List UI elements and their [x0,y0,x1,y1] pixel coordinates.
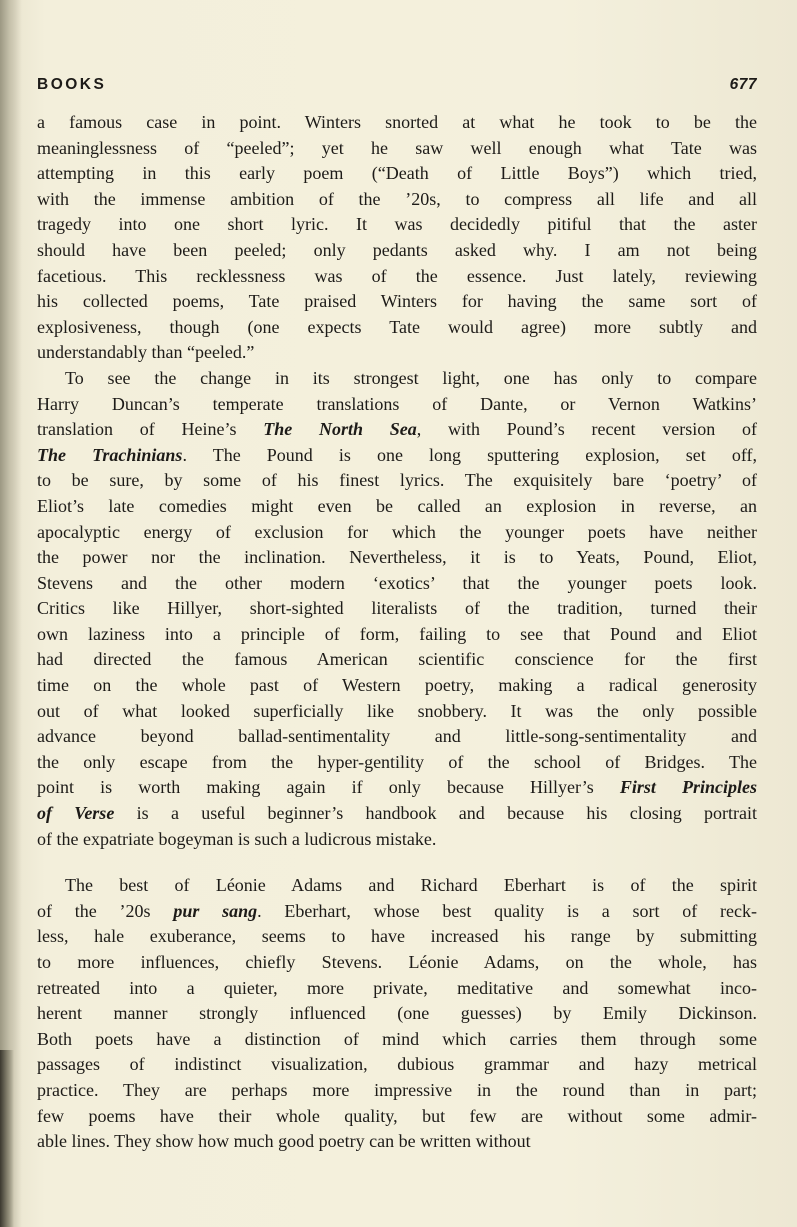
text-line: To see the change in its strongest light, one has only to compare [65,367,757,388]
italic-title: of Verse [37,803,115,824]
text-line: tragedy into one short lyric. It was decidedly pitiful that the aster [37,214,757,235]
text-line: of the expatriate bogeyman is such a ludicrous mistake. [37,828,437,849]
text-line: herent manner strongly influenced (one guesses) by Emily Dickinson. [37,1003,757,1024]
text-line: had directed the famous American scientific conscience for the first [37,649,757,670]
article-body [37,110,757,1155]
text-line: Eliot’s late comedies might even be called an explosion in reverse, an [37,495,757,516]
text-line: translation of Heine’s The North Sea, with Pound’s recent version of [37,419,758,440]
running-head [37,76,757,98]
text-line: own laziness into a principle of form, failing to see that Pound and Eliot [37,623,757,644]
page-number: 677 [729,76,757,93]
text-line: explosiveness, though (one expects Tate would agree) more subtly and [37,316,757,337]
text-line: passages of indistinct visualization, dubious grammar and hazy metrical [37,1054,757,1075]
text-line: able lines. They show how much good poetry can be written without [37,1131,531,1152]
text-line: point is worth making again if only because Hillyer’s First Principles [37,777,757,798]
text-line: Harry Duncan’s temperate translations of Dante, or Vernon Watkins’ [37,393,757,414]
text-line: of the ’20s pur sang. Eberhart, whose best quality is a sort of reck- [37,900,758,921]
text-line: with the immense ambition of the ’20s, to compress all life and all [37,188,757,209]
italic-title: First Principles [619,777,757,798]
text-line: facetious. This recklessness was of the essence. Just lately, reviewing [37,265,757,286]
section-break [37,852,757,873]
text-line: The best of Léonie Adams and Richard Eberhart is of the spirit [65,875,757,896]
text-line: advance beyond ballad-sentimentality and little-song-sentimentality and [37,726,757,747]
text-line: the only escape from the hyper-gentility of the school of Bridges. The [37,751,757,772]
text-line: his collected poems, Tate praised Winters for having the same sort of [37,291,757,312]
paragraph [37,366,757,852]
text-line: few poems have their whole quality, but few are without some admir- [37,1105,757,1126]
text-line: should have been peeled; only pedants asked why. I am not being [37,239,757,260]
page-gutter-shadow [0,0,22,1227]
text-line: a famous case in point. Winters snorted at what he took to be the [37,112,757,132]
text-line: The Trachinians. The Pound is one long sputtering explosion, set off, [37,444,758,465]
text-line: Stevens and the other modern ‘exotics’ that the younger poets look. [37,572,757,593]
text-line: apocalyptic energy of exclusion for which the younger poets have neither [37,521,757,542]
text-line: to more influences, chiefly Stevens. Léonie Adams, on the whole, has [37,952,757,972]
italic-title: The Trachinians [37,444,183,465]
section-title: BOOKS [37,76,107,93]
binding-edge [0,1050,14,1227]
paragraph [37,110,757,366]
text-line: retreated into a quieter, more private, meditative and somewhat inco- [37,977,757,998]
text-line: to be sure, by some of his finest lyrics. The exquisitely bare ‘poetry’ of [37,470,757,491]
text-line: time on the whole past of Western poetry, making a radical generosity [37,675,757,696]
text-line: the power nor the inclination. Nevertheless, it is to Yeats, Pound, Eliot, [37,547,757,568]
text-line: attempting in this early poem (“Death of Little Boys”) which tried, [37,163,757,184]
text-line: Critics like Hillyer, short-sighted literalists of the tradition, turned their [37,598,757,619]
text-line: of Verse is a useful beginner’s handbook and because his closing portrait [37,803,757,824]
paragraph [37,873,757,1155]
text-line: understandably than “peeled.” [37,342,255,363]
text-line: less, hale exuberance, seems to have increased his range by submitting [37,926,757,947]
text-line: out of what looked superficially like snobbery. It was the only possible [37,700,757,721]
italic-title: pur sang [173,900,258,921]
text-line: meaninglessness of “peeled”; yet he saw well enough what Tate was [37,137,757,158]
italic-title: The North Sea [263,419,417,440]
text-line: Both poets have a distinction of mind which carries them through some [37,1028,757,1049]
text-line: practice. They are perhaps more impressive in the round than in part; [37,1079,757,1100]
